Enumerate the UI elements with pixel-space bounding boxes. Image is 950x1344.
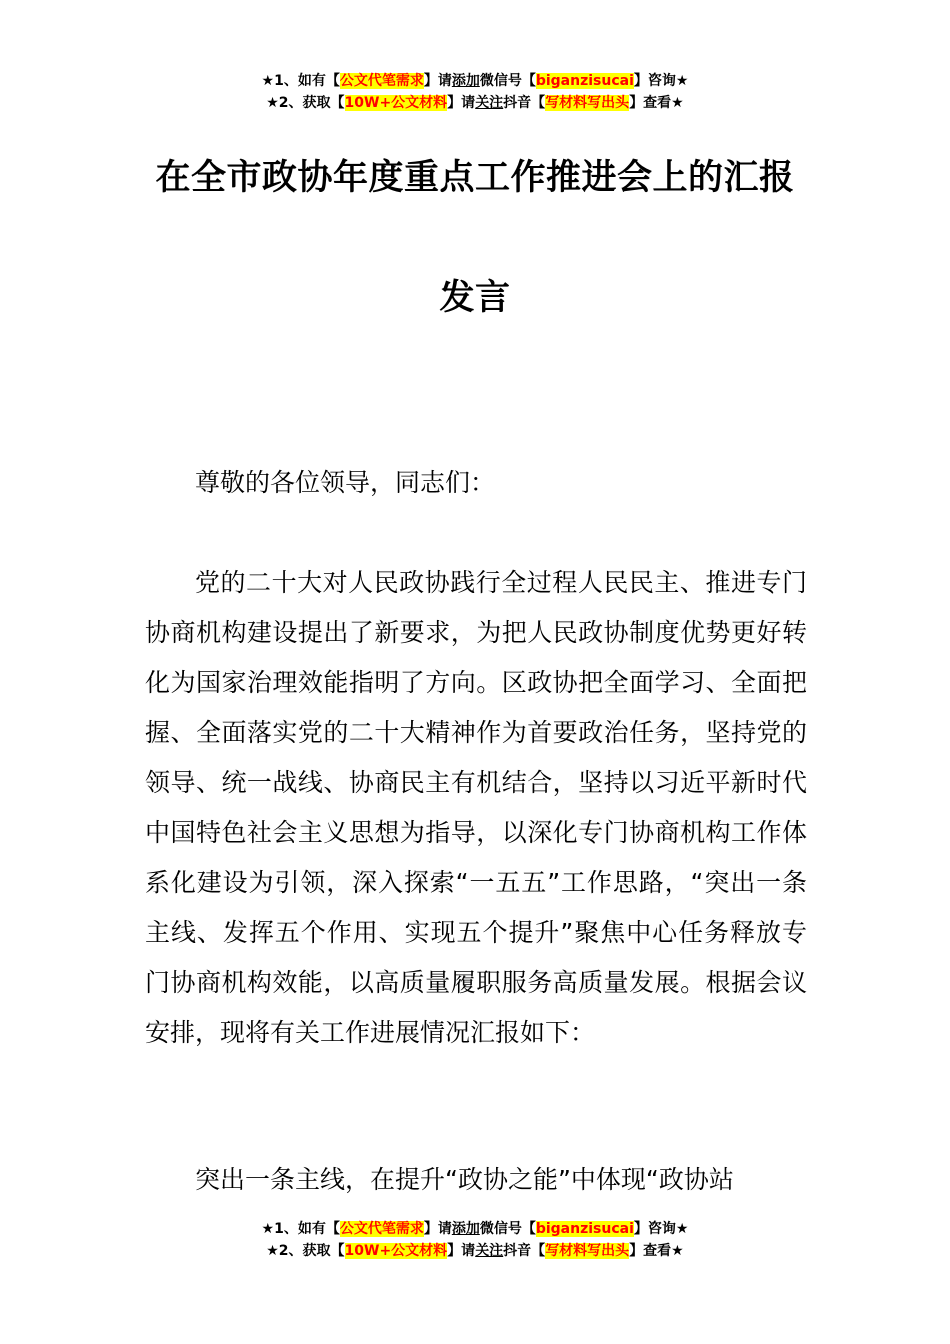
highlight-douyin-account: 写材料写出头 xyxy=(545,1243,630,1259)
body-paragraph: 党的二十大对人民政协践行全过程人民民主、推进专门协商机构建设提出了新要求，为把人民政协制度优势更好转化为国家治理效能指明了方向。区政协把全面学习、全面把握、全面落实党的二十大精神作为首要政治任务，坚持党的领导、统一战线、协商民主有机结合，坚持以习近平新时代中国特色社会主义思想为指导，以深化专门协商机构工作体系化建设为引领，深入探索“一五五”工作思路，“突出一条主线、发挥五个作用、实现五个提升”聚焦中心任务释放专门协商机构效能，以高质量履职服务高质量发展。根据会议安排，现将有关工作进展情况汇报如下： xyxy=(145,568,807,1047)
banner-line-2: ★2、获取【10W+公文材料】请关注抖音【写材料写出头】查看★ xyxy=(266,1243,684,1259)
highlight-wechat-id: biganzisucai xyxy=(535,1221,634,1237)
banner-line-2: ★2、获取【10W+公文材料】请关注抖音【写材料写出头】查看★ xyxy=(266,95,684,111)
document-title-continued: 发言 xyxy=(439,278,511,318)
salutation: 尊敬的各位领导，同志们： xyxy=(195,468,496,497)
banner-line-1: ★1、如有【公文代笔需求】请添加微信号【biganzisucai】咨询★ xyxy=(261,1221,689,1237)
body-paragraph: 突出一条主线，在提升“政协之能”中体现“政协站 xyxy=(195,1165,734,1194)
highlight-wechat-id: biganzisucai xyxy=(535,73,634,89)
document-title: 在全市政协年度重点工作推进会上的汇报 xyxy=(155,158,795,198)
highlight-service: 公文代笔需求 xyxy=(339,73,424,89)
highlight-materials: 10W+公文材料 xyxy=(344,95,448,111)
highlight-douyin-account: 写材料写出头 xyxy=(545,95,630,111)
header-banner xyxy=(0,70,950,114)
footer-banner xyxy=(0,1218,950,1262)
highlight-materials: 10W+公文材料 xyxy=(344,1243,448,1259)
banner-line-1: ★1、如有【公文代笔需求】请添加微信号【biganzisucai】咨询★ xyxy=(261,73,689,89)
highlight-service: 公文代笔需求 xyxy=(339,1221,424,1237)
